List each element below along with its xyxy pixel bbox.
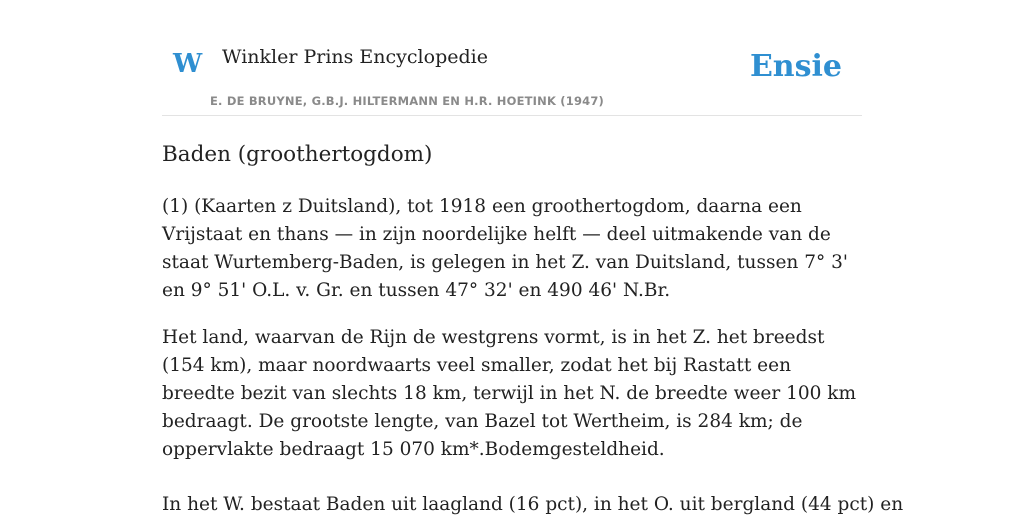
publication-header	[162, 0, 862, 116]
article-title: Baden (groothertogdom)	[162, 142, 433, 167]
brand-logo[interactable]: Ensie	[749, 49, 842, 84]
article-paragraph: Het land, waarvan de Rijn de westgrens vormt, is in het Z. het breedst (154 km), maar noordwaarts veel smaller, zodat het bij Rastatt een breedte bezit van slechts 18 km, terwijl in het N. de breedte weer 100 km bedraagt. De grootste lengte, van Bazel tot Wertheim, is 284 km; de oppervlakte bedraagt 15 070 km*.Bodemgesteldheid.	[162, 326, 857, 460]
article-page	[162, 0, 904, 519]
article-paragraph: In het W. bestaat Baden uit laagland (16 pct), in het O. uit bergland (44 pct) en	[162, 493, 904, 515]
publication-logo[interactable]: W	[173, 49, 203, 79]
article-paragraph: (1) (Kaarten z Duitsland), tot 1918 een groothertogdom, daarna een Vrijstaat en thans — in zijn noordelijke helft — deel uitmakende van de staat Wurtemberg-Baden, is gelegen in het Z. van Duitsland, tussen 7° 3' en 9° 51' O.L. v. Gr. en tussen 47° 32' en 490 46' N.Br.	[162, 195, 848, 301]
publication-title[interactable]: Winkler Prins Encyclopedie	[222, 46, 488, 68]
publication-authors: E. DE BRUYNE, G.B.J. HILTERMANN EN H.R. HOETINK (1947)	[210, 94, 605, 108]
